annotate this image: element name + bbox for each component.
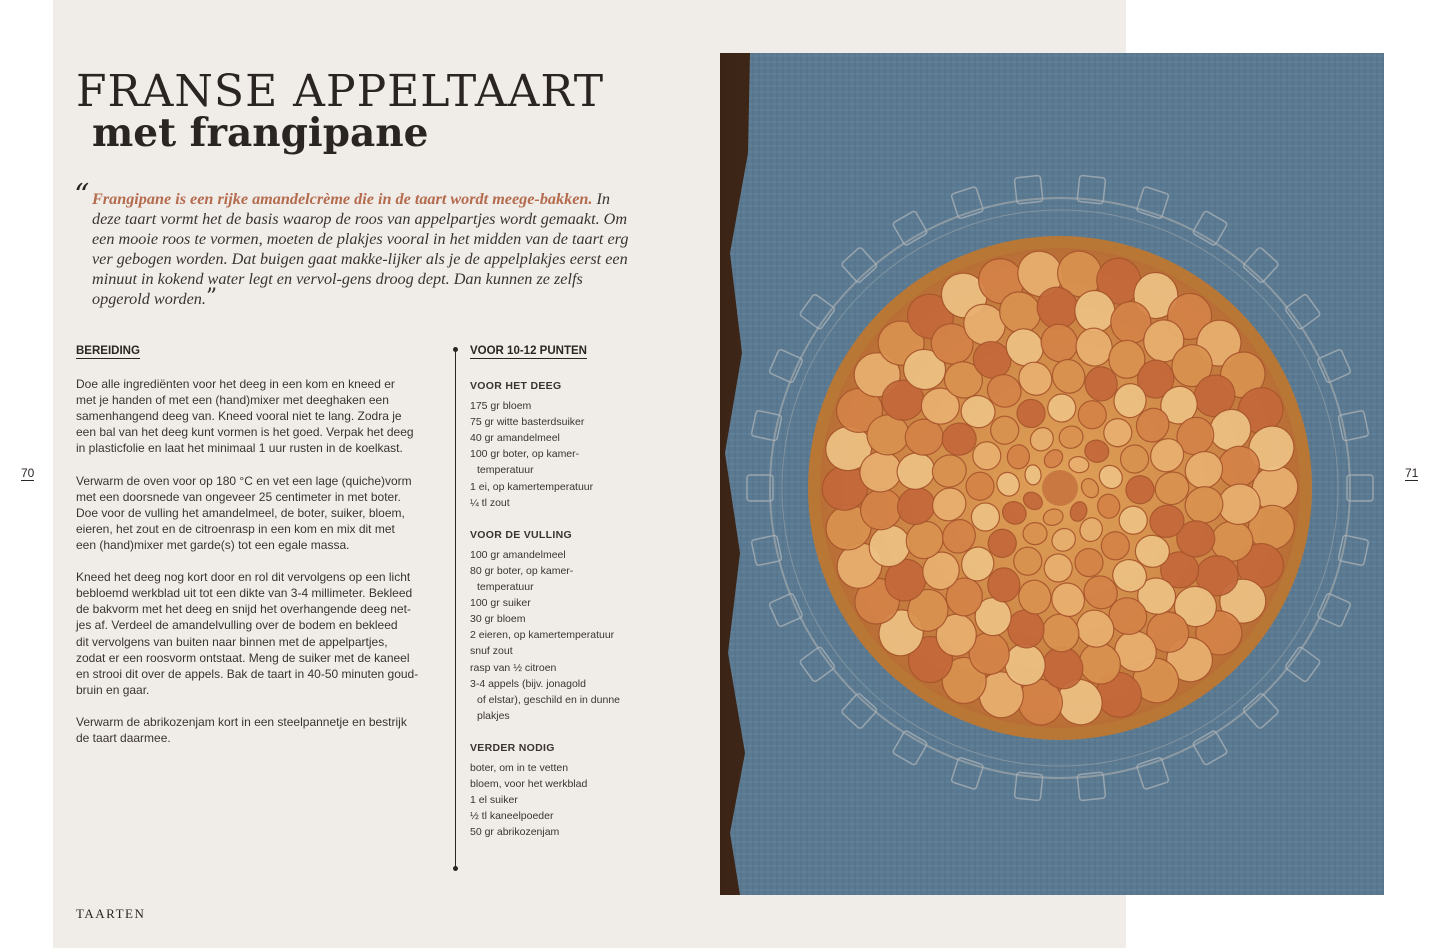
ingredient-item: ½ tl kaneelpoeder — [470, 810, 554, 823]
servings-heading: VOOR 10-12 PUNTEN — [470, 345, 587, 357]
recipe-title: FRANSE APPELTAART — [76, 66, 605, 117]
ingredient-item: rasp van ½ citroen — [470, 661, 557, 674]
apple-tart-illustration — [720, 53, 1384, 895]
ingredient-item: 1 ei, op kamertemperatuur — [470, 480, 594, 493]
rose-center — [1042, 470, 1078, 506]
ingredient-item: snuf zout — [470, 645, 513, 658]
ingredient-item: 1 el suiker — [470, 794, 518, 807]
apple-slice — [1023, 522, 1048, 545]
column-divider — [455, 349, 456, 869]
ingredient-group — [470, 740, 650, 841]
ingredient-group — [470, 527, 650, 724]
preparation-step-4: Verwarm de abrikozenjam kort in een steelpannetje en bestrijk de taart daarmee. — [76, 714, 407, 746]
apple-tart-photo — [720, 53, 1384, 895]
intro-paragraph — [92, 189, 637, 310]
intro-body: In deze taart vormt het de basis waarop de roos van appelpartjes wordt gemaakt. Om een mooie roos te vormen, moeten de plakjes vooral in het midden van de taart erg ver gebogen worden. Dat buigen gaat makke-lijker als je de appelplakjes eerst een minuut in kokend water legt en vervol-gens droog dept. Dan kunnen ze zelfs opgerold worden. — [92, 190, 629, 309]
close-quote-mark: ” — [205, 285, 218, 311]
ingredients-list — [470, 378, 650, 856]
ingredient-item: plakjes — [477, 709, 510, 722]
ingredient-group — [470, 378, 650, 511]
ingredient-item: of elstar), geschild en in dunne — [477, 693, 621, 706]
ingredient-item: 100 gr suiker — [470, 597, 531, 610]
ingredient-group-title: VERDER NODIG — [470, 741, 555, 754]
open-quote-mark: “ — [74, 178, 90, 213]
ingredient-item: bloem, voor het werkblad — [470, 778, 588, 791]
ingredient-item: 175 gr bloem — [470, 400, 532, 413]
apple-slice — [988, 568, 1020, 602]
ingredient-item: ¼ tl zout — [470, 496, 510, 509]
ingredient-item: 40 gr amandelmeel — [470, 432, 560, 445]
recipe-subtitle: met frangipane — [92, 110, 429, 156]
ingredient-item: temperatuur — [477, 464, 534, 477]
ingredient-item: 3-4 appels (bijv. jonagold — [470, 677, 586, 690]
preparation-step-1: Doe alle ingrediënten voor het deeg in een kom en kneed er met je handen of met een (hand)mixer met deeghaken een samenhangend deeg van. Kneed vooral niet te lang. Zodra je een bal van het deeg kunt vormen is het goed. Verpak het deeg in plasticfolie en laat het minimaal 1 uur rusten in de koelkast. — [76, 377, 414, 456]
chapter-footer: TAARTEN — [76, 906, 146, 921]
page-number-right: 71 — [1405, 466, 1419, 480]
ingredient-item: temperatuur — [477, 581, 534, 594]
divider-cap-top — [453, 347, 458, 352]
ingredient-item: 75 gr witte basterdsuiker — [470, 416, 585, 429]
ingredient-item: boter, om in te vetten — [470, 761, 569, 774]
ingredient-item: 2 eieren, op kamertemperatuur — [470, 629, 615, 642]
preparation-heading: BEREIDING — [76, 345, 140, 357]
preparation-step-3: Kneed het deeg nog kort door en rol dit vervolgens op een licht bebloemd werkblad uit tot een dikte van 3-4 millimeter. Bekleed de bakvorm met het deeg en snijd het overhangende deeg net- jes af. Verdeel de amandelvulling over de bodem en bekleed dit vervolgens van buiten naar binnen met de appelpartjes, zodat er een roosvorm ontstaat. Meng de suiker met de kaneel en strooi dit over de appels. Bak de taart in 40-50 minuten goud- bruin en gaar. — [76, 570, 419, 697]
ingredient-item: 50 gr abrikozenjam — [470, 826, 560, 839]
page-number-left: 70 — [21, 466, 35, 480]
ingredient-item: 30 gr bloem — [470, 613, 526, 626]
ingredient-group-title: VOOR DE VULLING — [470, 528, 572, 541]
ingredient-item: 80 gr boter, op kamer- — [470, 564, 574, 577]
ingredient-group-title: VOOR HET DEEG — [470, 380, 562, 392]
preparation-steps — [76, 376, 446, 762]
divider-cap-bottom — [453, 866, 458, 871]
intro-lead: Frangipane is een rijke amandelcrème die in de taart wordt meege-bakken. — [92, 190, 593, 208]
ingredient-item: 100 gr boter, op kamer- — [470, 448, 580, 461]
ingredient-item: 100 gr amandelmeel — [470, 548, 566, 561]
preparation-step-2: Verwarm de oven voor op 180 °C en vet een lage (quiche)vorm met een doorsnede van ongeveer 25 centimeter in met boter. Doe voor de vulling het amandelmeel, de boter, suiker, bloem, eieren, het zout en de citroenrasp in een kom en mix dit met een (hand)mixer met garde(s) tot een egale massa. — [76, 473, 412, 552]
